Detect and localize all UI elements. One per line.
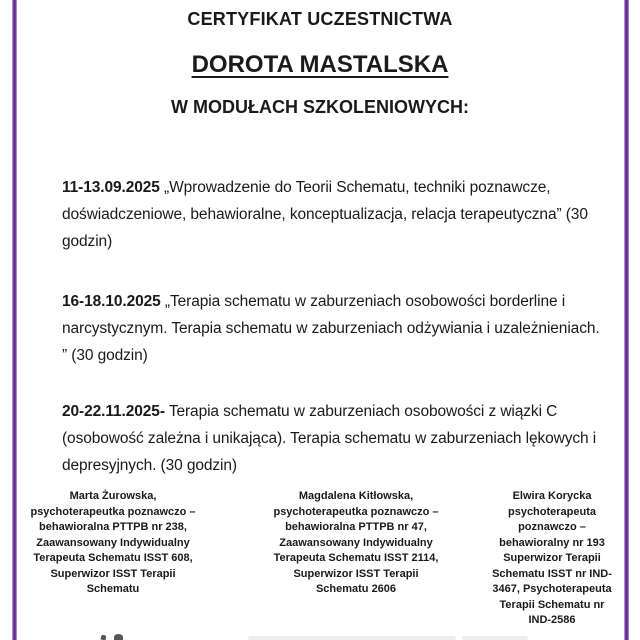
module-2-description: „Terapia schematu w zaburzeniach osobowości borderline i narcystycznym. Terapia schematu w zaburzeniach odżywiania i uzależnieniach. ” (30 godzin): [62, 293, 600, 364]
module-entry-1: [62, 174, 607, 255]
module-2-date: 16-18.10.2025: [62, 293, 161, 310]
module-3-description: Terapia schematu w zaburzeniach osobowości z wiązki C (osobowość zależna i unikająca). Terapia schematu w zaburzeniach lękowych i depresyjnych. (30 godzin): [62, 403, 597, 474]
module-entry-3: [62, 398, 607, 479]
module-1-date: 11-13.09.2025: [62, 179, 160, 196]
signatures-row: [0, 489, 640, 629]
handwritten-signature-ink-mark: [114, 634, 123, 640]
recipient-name: DOROTA MASTALSKA: [191, 51, 449, 78]
signatory-3-name: Elwira Korycka: [512, 490, 592, 502]
signatory-block-2: [268, 489, 444, 629]
signatory-1-name: Marta Żurowska,: [69, 490, 157, 502]
module-3-date: 20-22.11.2025-: [62, 403, 165, 420]
signatory-block-3: [487, 489, 617, 629]
module-1-description: „Wprowadzenie do Teorii Schematu, techniki poznawcze, doświadczeniowe, behawioralne, konceptualizacja, relacja terapeutyczna” (30 godzin): [62, 179, 588, 250]
signatory-1-credentials: psychoterapeutka poznawczo – behawioralna PTTPB nr 238, Zaawansowany Indywidualny Terapeuta Schematu ISST 608, Superwizor ISST Terapii Schematu: [30, 505, 196, 595]
handwritten-signature-smudge: [462, 636, 528, 640]
signatory-2-name: Magdalena Kitłowska,: [298, 490, 414, 502]
signatory-2-credentials: psychoterapeutka poznawczo – behawioralna PTTPB nr 47, Zaawansowany Indywidualny Terapeuta Schematu ISST 2114, Superwizor ISST Terapii Schematu 2606: [273, 505, 439, 595]
modules-heading: W MODUŁACH SZKOLENIOWYCH:: [171, 97, 469, 117]
module-entry-2: [62, 288, 607, 369]
certificate-title: CERTYFIKAT UCZESTNICTWA: [187, 9, 453, 29]
modules-list: [62, 174, 607, 479]
handwritten-signature-ink-mark: [101, 635, 107, 640]
handwritten-signature-smudge: [248, 636, 456, 640]
signatory-3-credentials: psychoterapeuta poznawczo – behawioralny nr 193 Superwizor Terapii Schematu ISST nr IND-3467, Psychoterapeuta Terapii Schematu nr IND-2586: [492, 505, 612, 626]
signatory-block-1: [28, 489, 198, 629]
